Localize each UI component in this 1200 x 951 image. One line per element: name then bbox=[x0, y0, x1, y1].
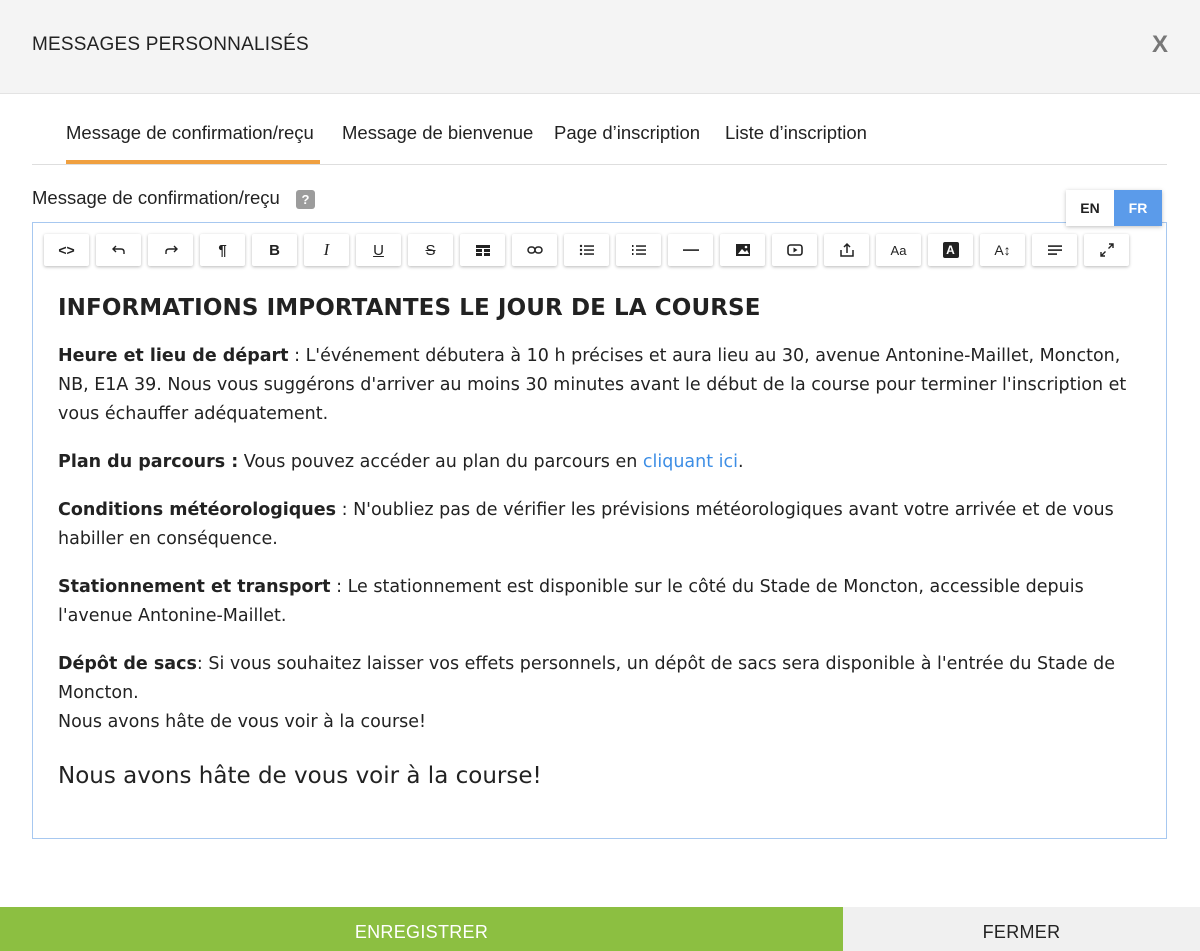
bags-label: Dépôt de sacs bbox=[58, 654, 197, 674]
route-link[interactable]: cliquant ici bbox=[642, 452, 739, 472]
paragraph-weather bbox=[58, 496, 1148, 554]
route-end: . bbox=[738, 452, 744, 472]
italic-icon[interactable] bbox=[304, 234, 349, 266]
paragraph-bags bbox=[58, 650, 1148, 708]
undo-icon[interactable] bbox=[96, 234, 141, 266]
font-color-icon[interactable] bbox=[928, 234, 973, 266]
bullet-list-icon[interactable] bbox=[564, 234, 609, 266]
code-view-label: <> bbox=[58, 242, 75, 258]
numbered-list-icon[interactable] bbox=[616, 234, 661, 266]
save-button[interactable]: ENREGISTRER bbox=[0, 907, 843, 951]
tab-welcome[interactable]: Message de bienvenue bbox=[342, 122, 534, 143]
tab-bar bbox=[32, 112, 1167, 165]
content-heading: INFORMATIONS IMPORTANTES LE JOUR DE LA COURSE bbox=[58, 295, 761, 321]
closing-line: Nous avons hâte de vous voir à la course! bbox=[58, 763, 542, 789]
departure-separator: : bbox=[288, 346, 306, 366]
modal-title: MESSAGES PERSONNALISÉS bbox=[32, 34, 309, 55]
weather-label: Conditions météorologiques bbox=[58, 500, 337, 520]
lang-en-button[interactable]: EN bbox=[1080, 200, 1100, 216]
language-switch bbox=[1066, 190, 1162, 226]
paragraph-icon[interactable] bbox=[200, 234, 245, 266]
line-height-label: A↕ bbox=[994, 242, 1011, 258]
rich-text-editor[interactable] bbox=[32, 222, 1167, 839]
paragraph-parking bbox=[58, 573, 1148, 631]
code-view-icon[interactable] bbox=[44, 234, 89, 266]
font-size-icon[interactable] bbox=[876, 234, 921, 266]
redo-icon[interactable] bbox=[148, 234, 193, 266]
strikethrough-label: S bbox=[425, 241, 436, 259]
upload-icon[interactable] bbox=[824, 234, 869, 266]
paragraph-label: ¶ bbox=[218, 241, 227, 259]
close-icon[interactable]: X bbox=[1151, 31, 1168, 58]
font-size-label: Aa bbox=[890, 242, 907, 258]
tab-registration-page[interactable]: Page d’inscription bbox=[554, 122, 701, 143]
close-button[interactable]: FERMER bbox=[843, 907, 1200, 951]
strikethrough-icon[interactable] bbox=[408, 234, 453, 266]
weather-separator: : bbox=[336, 500, 354, 520]
tab-confirmation[interactable]: Message de confirmation/reçu bbox=[66, 122, 320, 164]
italic-label: I bbox=[323, 240, 330, 259]
horizontal-rule-icon[interactable] bbox=[668, 234, 713, 266]
paragraph-departure bbox=[58, 342, 1148, 429]
line-height-icon[interactable] bbox=[980, 234, 1025, 266]
align-icon[interactable] bbox=[1032, 234, 1077, 266]
font-color-label: A bbox=[943, 242, 959, 258]
field-label: Message de confirmation/reçu bbox=[32, 187, 280, 208]
video-icon[interactable] bbox=[772, 234, 817, 266]
editor-toolbar bbox=[44, 234, 1136, 266]
editor-content[interactable] bbox=[58, 293, 1148, 791]
parking-separator: : bbox=[330, 577, 348, 597]
help-icon[interactable]: ? bbox=[296, 190, 315, 209]
paragraph-route bbox=[58, 448, 1148, 477]
link-icon[interactable] bbox=[512, 234, 557, 266]
route-text: Vous pouvez accéder au plan du parcours en bbox=[238, 452, 643, 472]
underline-icon[interactable] bbox=[356, 234, 401, 266]
weather-text: N'oubliez pas de vérifier les prévisions météorologiques avant votre arrivée et de vous habiller en conséquence. bbox=[58, 500, 1114, 549]
lang-fr-button[interactable]: FR bbox=[1114, 190, 1162, 226]
departure-text: L'événement débutera à 10 h précises et aura lieu au 30, avenue Antonine-Maillet, Moncton, NB, E1A 39. Nous vous suggérons d'arriver au moins 30 minutes avant le début de la course pour terminer l'inscription et vous échauffer adéquatement. bbox=[58, 346, 1127, 424]
modal-header bbox=[0, 0, 1200, 94]
bold-label: B bbox=[269, 241, 280, 259]
bags-text: : Si vous souhaitez laisser vos effets personnels, un dépôt de sacs sera disponible à l'entrée du Stade de Moncton. bbox=[58, 654, 1116, 703]
bold-icon[interactable] bbox=[252, 234, 297, 266]
fullscreen-icon[interactable] bbox=[1084, 234, 1129, 266]
departure-label: Heure et lieu de départ bbox=[58, 346, 289, 366]
route-label: Plan du parcours : bbox=[58, 452, 239, 472]
underline-label: U bbox=[373, 241, 384, 259]
parking-text: Le stationnement est disponible sur le côté du Stade de Moncton, accessible depuis l'avenue Antonine-Maillet. bbox=[58, 577, 1084, 626]
parking-label: Stationnement et transport bbox=[58, 577, 331, 597]
table-icon[interactable] bbox=[460, 234, 505, 266]
image-icon[interactable] bbox=[720, 234, 765, 266]
paragraph-see-you: Nous avons hâte de vous voir à la course! bbox=[58, 712, 427, 732]
tab-registration-list[interactable]: Liste d’inscription bbox=[725, 122, 867, 143]
